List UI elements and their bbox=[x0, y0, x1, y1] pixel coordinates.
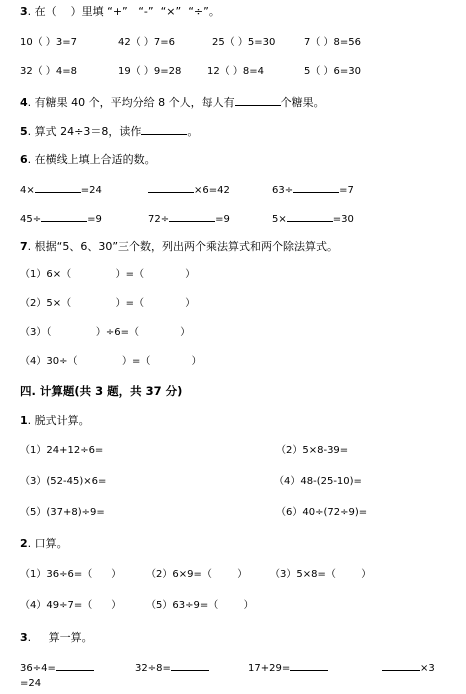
question-text: 。 bbox=[187, 125, 199, 138]
question-number: 3 bbox=[20, 5, 28, 18]
q3-item: 19（ ）9=28 bbox=[118, 66, 182, 77]
question-4 bbox=[20, 96, 325, 108]
question-number: 3 bbox=[20, 631, 28, 644]
calc-item: （6）40÷(72÷9)= bbox=[276, 507, 368, 518]
question-text: 个糖果。 bbox=[280, 96, 325, 109]
c3-item: 32÷8= bbox=[135, 661, 209, 674]
question-text: . 脱式计算。 bbox=[27, 414, 90, 427]
question-number: 2 bbox=[20, 537, 28, 550]
question-7-heading bbox=[20, 241, 338, 252]
q3-item: 7（ ）8=56 bbox=[304, 37, 362, 48]
question-text: . 在横线上填上合适的数。 bbox=[27, 153, 156, 166]
q7-line: （4）30÷（ ）=（ ） bbox=[20, 356, 202, 367]
question-text: . 在（ ）里填 “+” “-” “×” “÷”。 bbox=[27, 5, 220, 18]
answer-blank[interactable] bbox=[287, 212, 333, 222]
question-text: . 有糖果 40 个，平均分给 8 个人，每人有 bbox=[27, 96, 235, 109]
q3-item: 42（ ）7=6 bbox=[118, 37, 176, 48]
answer-blank[interactable] bbox=[293, 183, 339, 193]
q3-item: 5（ ）6=30 bbox=[304, 66, 362, 77]
q6-item: 72÷ =9 bbox=[148, 214, 230, 225]
q6-item: 45÷ =9 bbox=[20, 214, 102, 225]
question-3-heading bbox=[20, 6, 220, 17]
question-number: 4 bbox=[20, 96, 28, 109]
calc-1-heading bbox=[20, 415, 90, 426]
question-text: . 算式 24÷3＝8，读作 bbox=[27, 125, 142, 138]
q3-item: 12（ ）8=4 bbox=[207, 66, 265, 77]
calc-2-heading bbox=[20, 538, 68, 549]
c3-item: 17+29= bbox=[248, 661, 328, 674]
q7-line: （1）6×（ ）=（ ） bbox=[20, 269, 196, 280]
question-5 bbox=[20, 125, 198, 137]
answer-blank[interactable] bbox=[171, 661, 209, 671]
answer-blank[interactable] bbox=[35, 183, 81, 193]
c3-wrap: =24 bbox=[20, 678, 42, 689]
q6-item: 4× =24 bbox=[20, 185, 102, 196]
question-text: . 算一算。 bbox=[27, 631, 93, 644]
oral-item: （1）36÷6=（ ） bbox=[20, 569, 122, 580]
calc-item: （5）(37+8)÷9= bbox=[20, 507, 105, 518]
answer-blank[interactable] bbox=[141, 125, 187, 135]
question-text: . 根据“5、6、30”三个数，列出两个乘法算式和两个除法算式。 bbox=[27, 240, 339, 253]
oral-item: （3）5×8=（ ） bbox=[270, 569, 372, 580]
calc-3-heading bbox=[20, 632, 93, 643]
q3-item: 32（ ）4=8 bbox=[20, 66, 78, 77]
oral-item: （5）63÷9=（ ） bbox=[146, 600, 254, 611]
answer-blank[interactable] bbox=[169, 212, 215, 222]
calc-item: （3）(52-45)×6= bbox=[20, 476, 107, 487]
section-heading: 四. 计算题(共 3 题，共 37 分) bbox=[20, 384, 183, 398]
question-number: 5 bbox=[20, 125, 28, 138]
question-text: . 口算。 bbox=[27, 537, 68, 550]
q6-item: 63÷ =7 bbox=[272, 185, 354, 196]
answer-blank[interactable] bbox=[382, 661, 420, 671]
answer-blank[interactable] bbox=[41, 212, 87, 222]
q3-item: 25（ ）5=30 bbox=[212, 37, 276, 48]
answer-blank[interactable] bbox=[148, 183, 194, 193]
oral-item: （4）49÷7=（ ） bbox=[20, 600, 122, 611]
question-number: 7 bbox=[20, 240, 28, 253]
q6-item: ×6=42 bbox=[148, 183, 230, 196]
q7-line: （2）5×（ ）=（ ） bbox=[20, 298, 196, 309]
q7-line: （3）（ ）÷6=（ ） bbox=[20, 327, 191, 338]
question-number: 6 bbox=[20, 153, 28, 166]
calc-item: （4）48-(25-10)= bbox=[274, 476, 362, 487]
calc-item: （1）24+12÷6= bbox=[20, 445, 104, 456]
q6-item: 5× =30 bbox=[272, 214, 354, 225]
c3-item: 36÷4= bbox=[20, 661, 94, 674]
answer-blank[interactable] bbox=[290, 661, 328, 671]
answer-blank[interactable] bbox=[235, 96, 281, 106]
answer-blank[interactable] bbox=[56, 661, 94, 671]
question-6-heading bbox=[20, 154, 156, 165]
question-number: 1 bbox=[20, 414, 28, 427]
oral-item: （2）6×9=（ ） bbox=[146, 569, 248, 580]
c3-item: ×3 bbox=[382, 661, 435, 674]
calc-item: （2）5×8-39= bbox=[276, 445, 349, 456]
q3-item: 10（ ）3=7 bbox=[20, 37, 78, 48]
